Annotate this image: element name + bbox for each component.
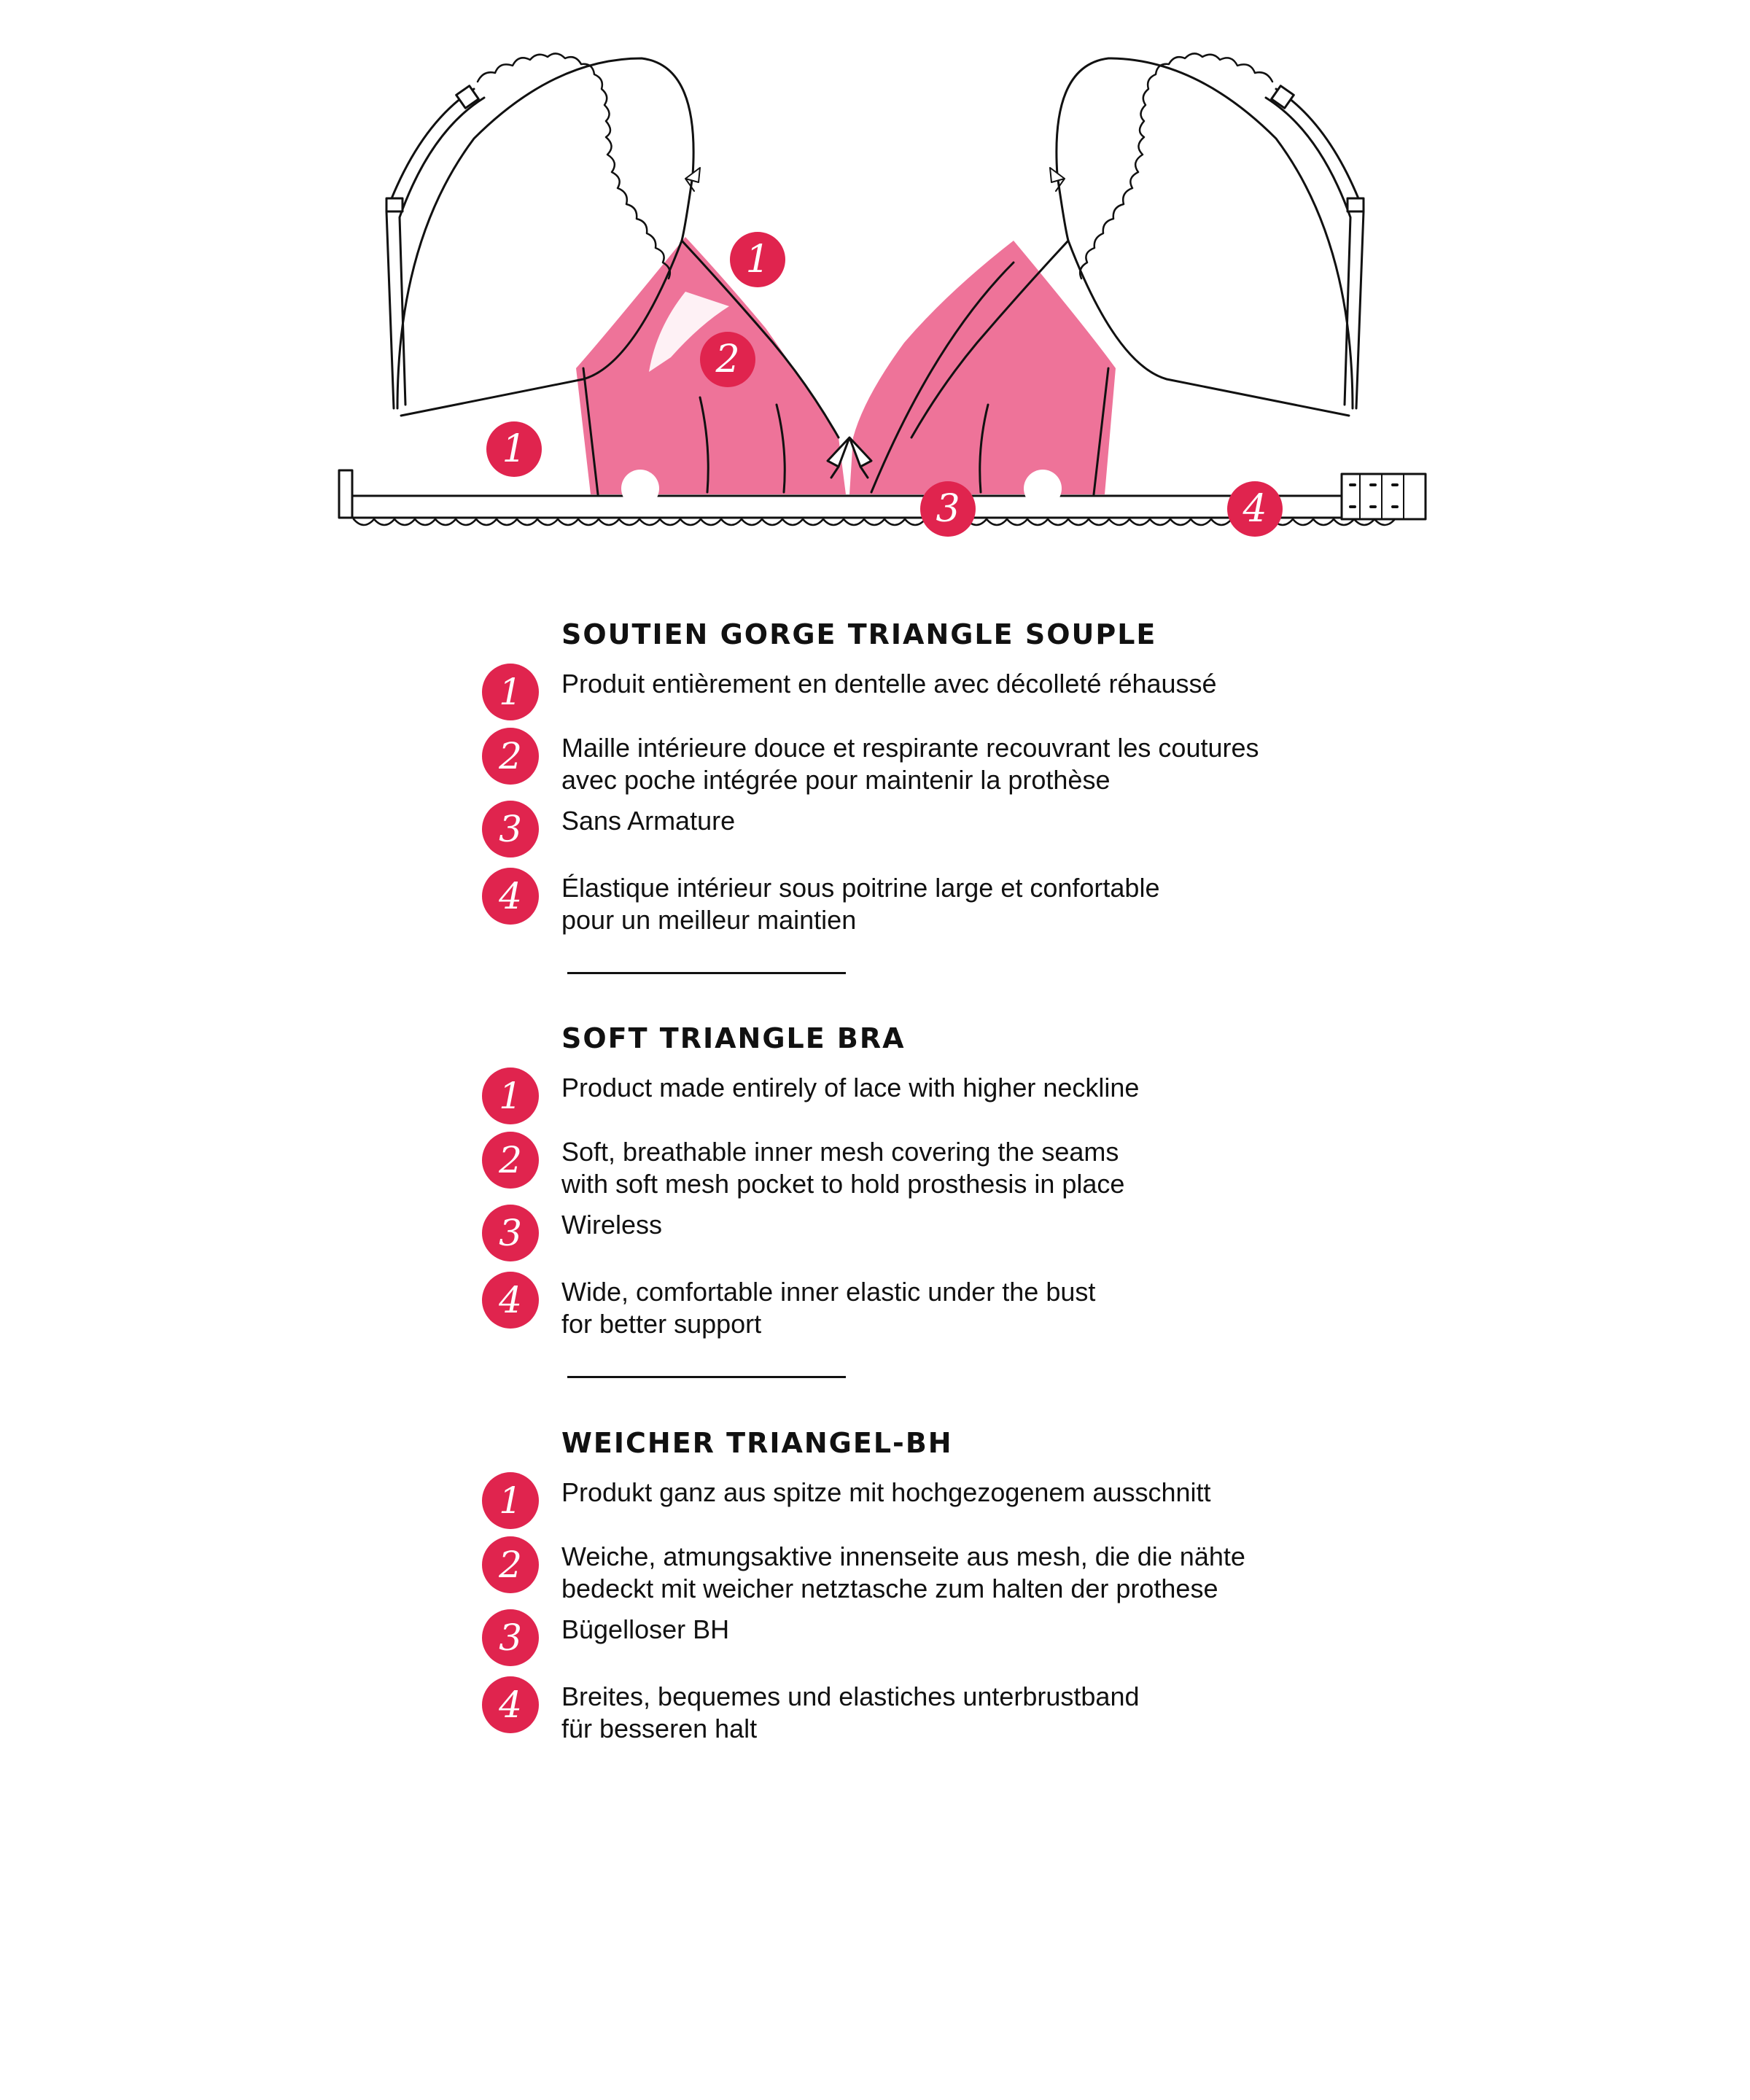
feature-number: 1	[482, 664, 539, 720]
diagram-marker-3: 3	[920, 481, 976, 537]
lace-edge-left-cup	[478, 53, 670, 279]
hook-closure	[1342, 474, 1426, 519]
left-strap-inner	[400, 98, 484, 405]
bra-diagram	[0, 0, 1750, 569]
feature-number: 4	[482, 1676, 539, 1733]
right-strap-slider	[1348, 198, 1364, 211]
feature-number: 1	[482, 1068, 539, 1124]
feature-number: 2	[482, 1536, 539, 1593]
left-pocket-dot	[621, 470, 659, 508]
feature-text: Weiche, atmungsaktive innenseite aus mesh, die die nähte bedeckt mit weicher netztasche zum halten der prothese	[561, 1541, 1245, 1603]
feature-number: 4	[482, 1272, 539, 1329]
diagram-marker-4: 4	[1227, 481, 1283, 537]
feature-number: 2	[482, 1132, 539, 1189]
section-title: SOFT TRIANGLE BRA	[561, 1022, 906, 1054]
feature-text: Produit entièrement en dentelle avec décolleté réhaussé	[561, 669, 1217, 699]
feature-text: Product made entirely of lace with higher neckline	[561, 1073, 1140, 1102]
right-pocket-dot	[1024, 470, 1062, 508]
section-divider	[567, 972, 846, 974]
band-left-end	[339, 470, 352, 518]
feature-number: 3	[482, 1205, 539, 1261]
feature-text: Soft, breathable inner mesh covering the seams with soft mesh pocket to hold prosthesis in place	[561, 1137, 1125, 1199]
feature-number: 1	[482, 1472, 539, 1529]
feature-text: Produkt ganz aus spitze mit hochgezogenem ausschnitt	[561, 1477, 1211, 1507]
section-title: SOUTIEN GORGE TRIANGLE SOUPLE	[561, 618, 1157, 650]
section-title: WEICHER TRIANGEL-BH	[561, 1427, 953, 1459]
feature-text: Maille intérieure douce et respirante recouvrant les coutures avec poche intégrée pour maintenir la prothèse	[561, 733, 1259, 795]
feature-text: Sans Armature	[561, 806, 736, 836]
right-cup-mesh	[849, 241, 1116, 494]
left-strap-slider	[386, 198, 402, 211]
feature-text: Wide, comfortable inner elastic under the bust for better support	[561, 1277, 1096, 1339]
feature-number: 3	[482, 1609, 539, 1666]
feature-number: 3	[482, 801, 539, 858]
diagram-marker-2: 2	[700, 332, 755, 387]
feature-text: Bügelloser BH	[561, 1614, 730, 1644]
feature-text: Wireless	[561, 1210, 663, 1240]
diagram-marker-1-top: 1	[730, 232, 785, 287]
section-divider	[567, 1376, 846, 1378]
feature-text: Élastique intérieur sous poitrine large et confortable pour un meilleur maintien	[561, 873, 1160, 935]
diagram-marker-1-side: 1	[486, 421, 542, 477]
right-strap-inner	[1266, 98, 1350, 405]
feature-number: 2	[482, 728, 539, 785]
feature-number: 4	[482, 868, 539, 925]
feature-text: Breites, bequemes und elastiches unterbrustband für besseren halt	[561, 1681, 1140, 1743]
lace-edge-right-cup	[1080, 53, 1272, 279]
